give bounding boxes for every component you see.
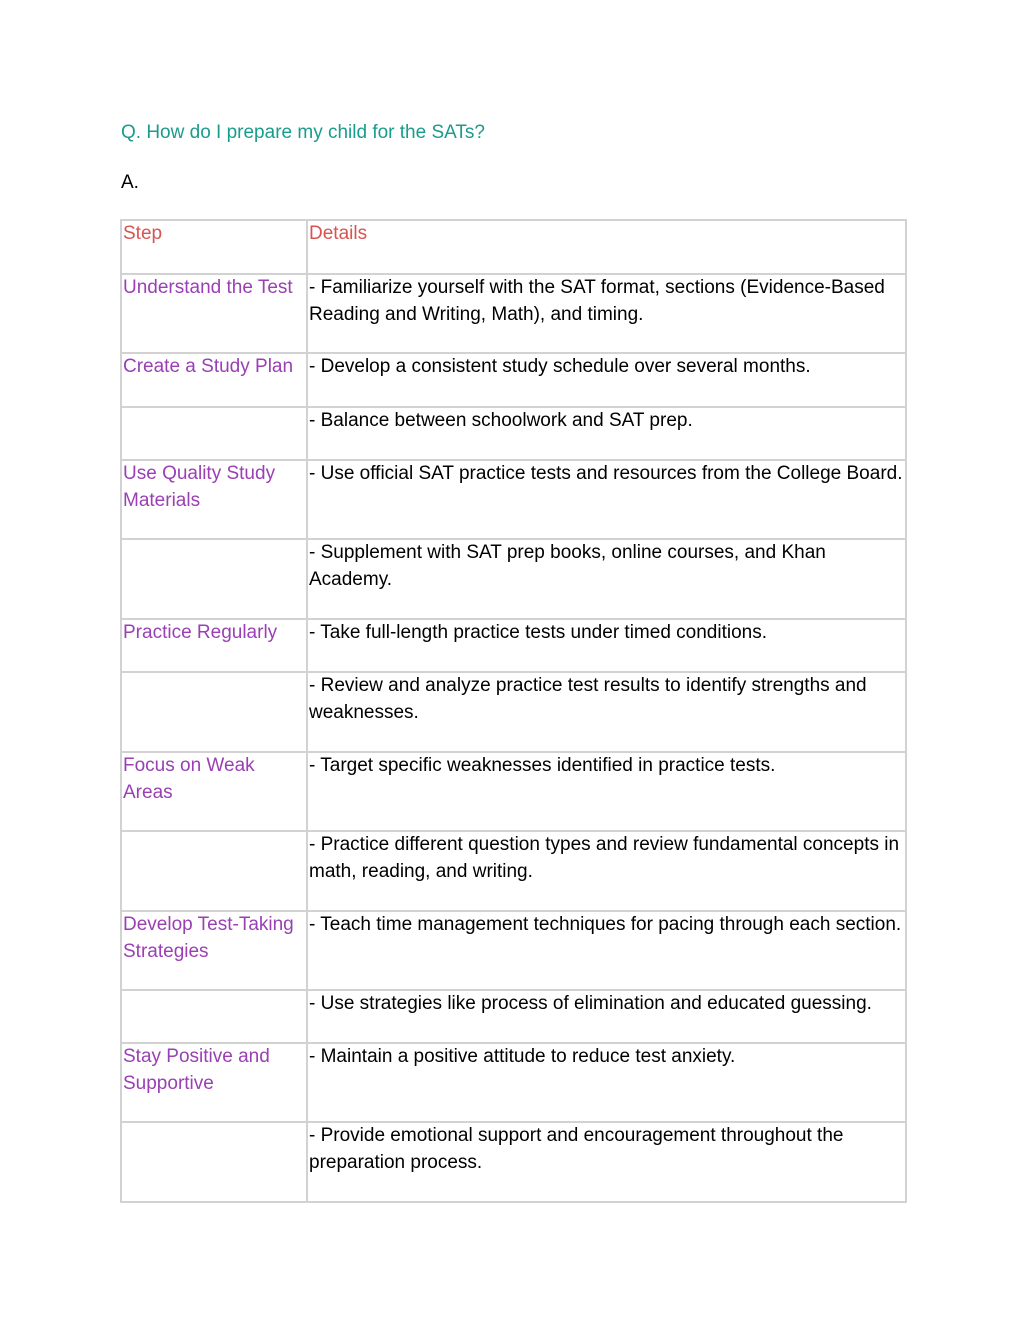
header-details: Details	[307, 220, 906, 274]
table-row	[121, 990, 906, 1043]
detail-cell: - Use strategies like process of elimination and educated guessing.	[307, 990, 906, 1043]
step-cell: Focus on Weak Areas	[121, 752, 307, 831]
question-heading: Q. How do I prepare my child for the SATs?	[121, 122, 485, 143]
step-cell: Understand the Test	[121, 274, 307, 353]
table-row	[121, 353, 906, 407]
detail-cell: - Practice different question types and review fundamental concepts in math, reading, and writing.	[307, 831, 906, 911]
steps-table	[120, 219, 907, 1203]
table-row	[121, 539, 906, 619]
detail-cell: - Teach time management techniques for pacing through each section.	[307, 911, 906, 990]
table-row	[121, 407, 906, 460]
table-row	[121, 1122, 906, 1202]
table-row	[121, 274, 906, 353]
table-row	[121, 752, 906, 831]
detail-cell: - Target specific weaknesses identified in practice tests.	[307, 752, 906, 831]
step-cell	[121, 831, 307, 911]
table-row	[121, 460, 906, 539]
detail-cell: - Maintain a positive attitude to reduce test anxiety.	[307, 1043, 906, 1122]
header-step: Step	[121, 220, 307, 274]
detail-cell: - Develop a consistent study schedule over several months.	[307, 353, 906, 407]
step-cell: Develop Test-Taking Strategies	[121, 911, 307, 990]
step-cell: Stay Positive and Supportive	[121, 1043, 307, 1122]
detail-cell: - Review and analyze practice test results to identify strengths and weaknesses.	[307, 672, 906, 752]
step-cell	[121, 539, 307, 619]
table-row	[121, 619, 906, 672]
step-cell	[121, 1122, 307, 1202]
detail-cell: - Familiarize yourself with the SAT format, sections (Evidence-Based Reading and Writing, Math), and timing.	[307, 274, 906, 353]
detail-cell: - Supplement with SAT prep books, online courses, and Khan Academy.	[307, 539, 906, 619]
table-header-row	[121, 220, 906, 274]
detail-cell: - Provide emotional support and encouragement throughout the preparation process.	[307, 1122, 906, 1202]
table-row	[121, 831, 906, 911]
step-cell	[121, 672, 307, 752]
step-cell: Create a Study Plan	[121, 353, 307, 407]
detail-cell: - Take full-length practice tests under timed conditions.	[307, 619, 906, 672]
step-cell	[121, 407, 307, 460]
detail-cell: - Use official SAT practice tests and resources from the College Board.	[307, 460, 906, 539]
step-cell: Practice Regularly	[121, 619, 307, 672]
detail-cell: - Balance between schoolwork and SAT prep.	[307, 407, 906, 460]
table-row	[121, 911, 906, 990]
step-cell: Use Quality Study Materials	[121, 460, 307, 539]
answer-label: A.	[121, 172, 139, 193]
table-row	[121, 1043, 906, 1122]
step-cell	[121, 990, 307, 1043]
table-row	[121, 672, 906, 752]
